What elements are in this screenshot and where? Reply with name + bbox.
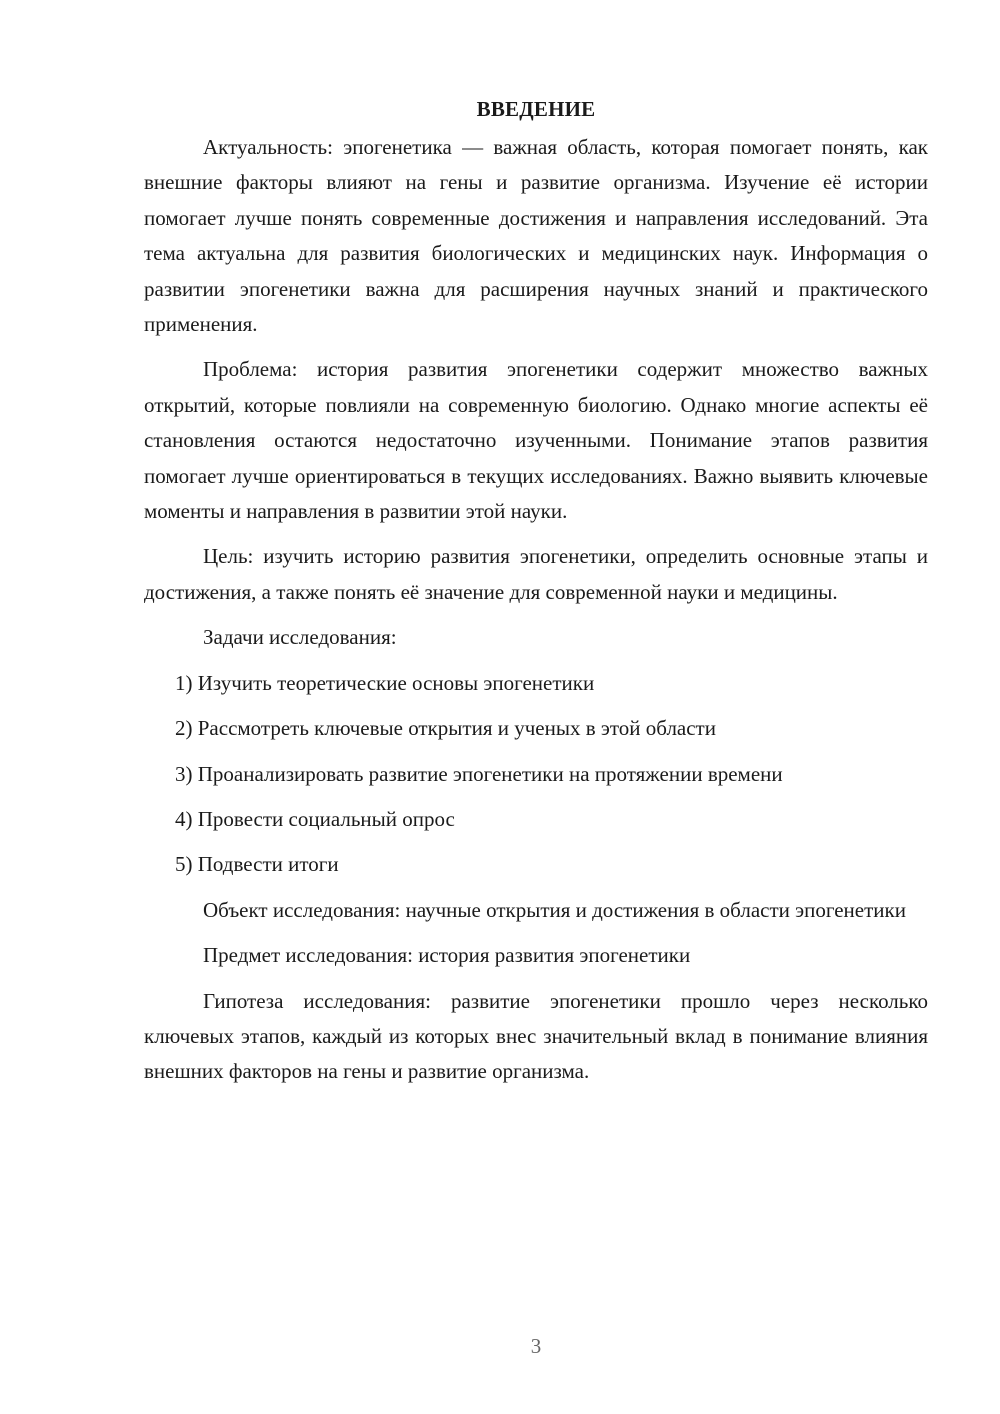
task-item-2: 2) Рассмотреть ключевые открытия и ученых в этой области bbox=[175, 716, 716, 741]
paragraph-subject: Предмет исследования: история развития эпогенетики bbox=[203, 943, 691, 968]
tasks-heading: Задачи исследования: bbox=[203, 625, 397, 650]
paragraph-object: Объект исследования: научные открытия и достижения в области эпогенетики bbox=[203, 897, 906, 922]
task-item-4: 4) Провести социальный опрос bbox=[175, 806, 455, 831]
page-title: ВВЕДЕНИЕ bbox=[476, 97, 596, 121]
task-item-5: 5) Подвести итоги bbox=[175, 852, 339, 877]
task-item-1: 1) Изучить теоретические основы эпогенетики bbox=[175, 670, 595, 695]
paragraph-hypothesis: Гипотеза исследования: развитие эпогенетики прошло через несколько ключевых этапов, каждый из которых внес значительный вклад в понимание влияния внешних факторов на гены и развитие организма. bbox=[144, 988, 928, 1084]
page-number: 3 bbox=[530, 1334, 542, 1358]
paragraph-goal: Цель: изучить историю развития эпогенетики, определить основные этапы и достижения, а также понять её значение для современной науки и медицины. bbox=[144, 544, 928, 604]
page-content bbox=[144, 92, 928, 1100]
task-item-3: 3) Проанализировать развитие эпогенетики на протяжении времени bbox=[175, 761, 783, 786]
paragraph-relevance: Актуальность: эпогенетика — важная область, которая помогает понять, как внешние факторы влияют на гены и развитие организма. Изучение её истории помогает лучше понять современные достижения и направления исследований. Эта тема актуальна для развития биологических и медицинских наук. Информация о развитии эпогенетики важна для расширения научных знаний и практического применения. bbox=[144, 135, 928, 337]
task-list bbox=[144, 666, 928, 883]
paragraph-problem: Проблема: история развития эпогенетики содержит множество важных открытий, которые повлияли на современную биологию. Однако многие аспекты её становления остаются недостаточно изученными. Понимание этапов развития помогает лучше ориентироваться в текущих исследованиях. Важно выявить ключевые моменты и направления в развитии этой науки. bbox=[144, 357, 928, 524]
